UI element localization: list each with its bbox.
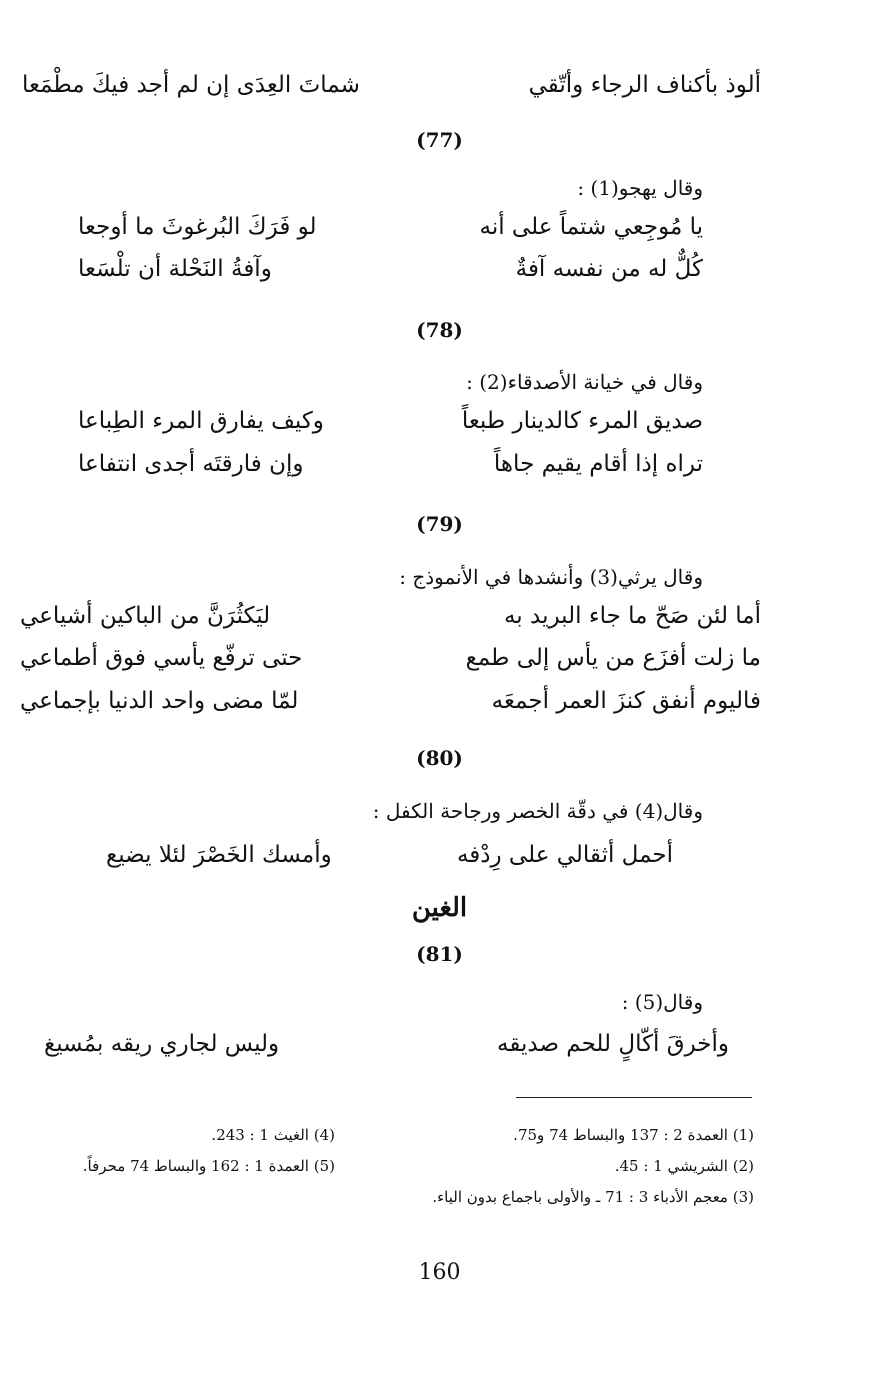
poem-79-verse-2-first: ما زلت أفزَع من يأس إلى طمع — [465, 645, 761, 671]
footnote-2: (2) الشريشي 1 : 45. — [614, 1157, 754, 1175]
poem-78-verse-1-second: وكيف يفارق المرء الطِباعا — [78, 408, 324, 434]
top-verse-first-hemistich: ألوذ بأكناف الرجاء وأتّقي — [528, 72, 761, 98]
poem-77-verse-1-second: لو فَرَكَ البُرغوثَ ما أوجعا — [78, 214, 317, 240]
footnote-4: (4) الغيث 1 : 243. — [211, 1126, 335, 1144]
poem-79-verse-1-first: أما لئن صَحّ ما جاء البريد به — [503, 603, 761, 629]
footnote-1: (1) العمدة 2 : 137 والبساط 74 و75. — [513, 1126, 754, 1144]
footnote-divider — [516, 1097, 752, 1098]
top-verse-second-hemistich: شماتَ العِدَى إن لم أجد فيكَ مطْمَعا — [22, 72, 360, 98]
poem-77-verse-2-first: كُلٌّ له من نفسه آفةٌ — [515, 256, 703, 282]
poem-77-intro: وقال يهجو(1) : — [577, 176, 703, 200]
poem-79-verse-3-first: فاليوم أنفق كنزَ العمر أجمعَه — [491, 688, 761, 714]
poem-number-79: (79) — [416, 512, 463, 536]
poem-number-78: (78) — [416, 318, 463, 342]
page-number: 160 — [418, 1260, 461, 1285]
poem-77-verse-2-second: وآفةُ النَحْلة أن تلْسَعا — [78, 256, 272, 282]
chapter-heading: الغين — [411, 893, 468, 923]
poem-79-verse-3-second: لمّا مضى واحد الدنيا بإجماعي — [20, 688, 299, 714]
poem-number-77: (77) — [416, 128, 463, 152]
poem-78-intro: وقال في خيانة الأصدقاء(2) : — [466, 370, 703, 394]
poem-79-verse-1-second: ليَكثُرَنَّ من الباكين أشياعي — [20, 603, 271, 629]
poem-77-verse-1-first: يا مُوجِعي شتماً على أنه — [479, 214, 703, 240]
poem-80-verse-1-second: وأمسك الخَصْرَ لئلا يضيع — [106, 842, 332, 868]
poem-81-verse-1-first: وأخرقَ أكّالٍ للحم صديقه — [497, 1031, 729, 1057]
poem-number-80: (80) — [416, 746, 463, 770]
poem-81-verse-1-second: وليس لجاري ريقه بمُسيغ — [44, 1031, 280, 1057]
poem-78-verse-2-second: وإن فارقتَه أجدى انتفاعا — [78, 451, 304, 477]
poem-79-verse-2-second: حتى ترفّع يأسي فوق أطماعي — [20, 645, 303, 671]
poem-79-intro: وقال يرثي(3) وأنشدها في الأنموذج : — [399, 565, 703, 589]
poem-80-verse-1-first: أحمل أثقالي على رِدْفه — [456, 842, 673, 868]
poem-80-intro: وقال(4) في دقّة الخصر ورجاحة الكفل : — [372, 799, 703, 823]
poem-78-verse-1-first: صديق المرء كالدينار طبعاً — [461, 408, 703, 434]
poem-number-81: (81) — [416, 942, 463, 966]
footnote-5: (5) العمدة 1 : 162 والبساط 74 محرفاً. — [82, 1157, 335, 1175]
footnote-3: (3) معجم الأدباء 3 : 71 ـ والأولى باجماع بدون الياء. — [432, 1188, 754, 1206]
poem-81-intro: وقال(5) : — [621, 990, 703, 1014]
poem-78-verse-2-first: تراه إذا أقام يقيم جاهاً — [493, 451, 703, 477]
